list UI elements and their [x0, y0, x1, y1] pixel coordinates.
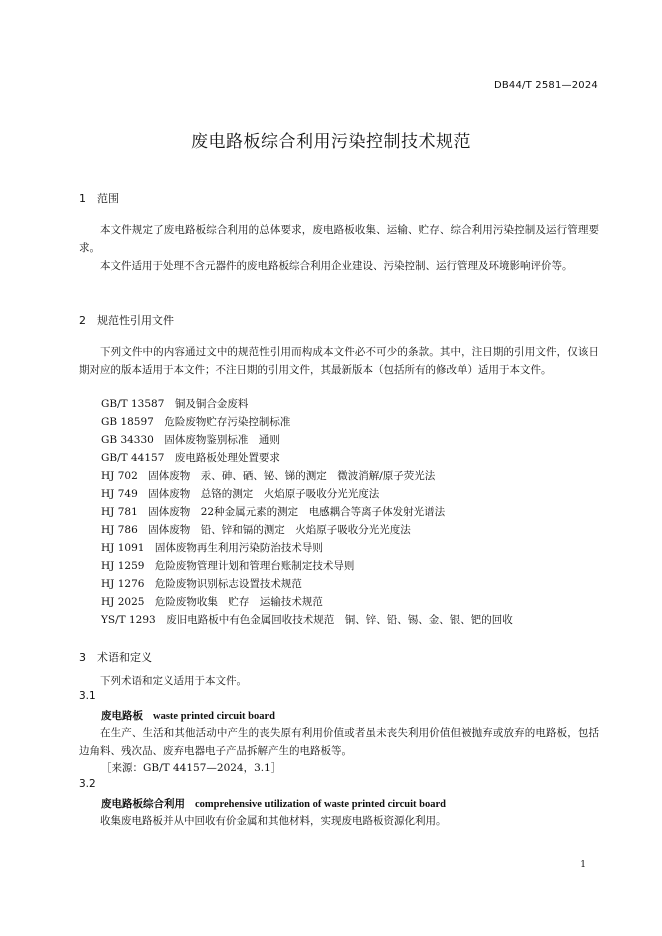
reference-item: HJ 1259 危险废物管理计划和管理台账制定技术导则 [101, 560, 355, 572]
scope-paragraph-1: 本文件规定了废电路板综合利用的总体要求，废电路板收集、运输、贮存、综合利用污染控制及运行管理要求。 [79, 224, 599, 254]
reference-item: HJ 1276 危险废物识别标志设置技术规范 [101, 578, 302, 590]
reference-item: GB/T 44157 废电路板处理处置要求 [101, 452, 280, 464]
section-heading-normative-references [79, 312, 174, 328]
term-entry [101, 708, 275, 723]
reference-item: HJ 781 固体废物 22种金属元素的测定 电感耦合等离子体发射光谱法 [101, 506, 446, 518]
reference-item: HJ 2025 危险废物收集 贮存 运输技术规范 [101, 596, 323, 608]
term-definition: 在生产、生活和其他活动中产生的丧失原有利用价值或者虽未丧失利用价值但被抛弃或放弃的电路板，包括边角料、残次品、废弃电器电子产品拆解产生的电路板等。 [79, 727, 599, 757]
reference-item: HJ 702 固体废物 汞、砷、硒、铋、锑的测定 微波消解/原子荧光法 [101, 470, 436, 482]
reference-item: HJ 786 固体废物 铅、锌和镉的测定 火焰原子吸收分光光度法 [101, 524, 411, 536]
reference-item: HJ 1091 固体废物再生利用污染防治技术导则 [101, 542, 323, 554]
section-title: 范围 [97, 192, 119, 205]
term-number: 3.2 [79, 778, 96, 790]
section-number: 1 [79, 192, 86, 205]
term-entry [101, 796, 446, 811]
reference-item: GB 18597 危险废物贮存污染控制标准 [101, 416, 291, 428]
term-source: ［来源：GB/T 44157—2024，3.1］ [101, 762, 282, 774]
reference-item: GB 34330 固体废物鉴别标准 通则 [101, 434, 280, 446]
page-number: 1 [580, 860, 586, 870]
section-number: 2 [79, 314, 86, 327]
term-english: comprehensive utilization of waste printed circuit board [195, 799, 447, 810]
document-title: 废电路板综合利用污染控制技术规范 [191, 132, 471, 152]
reference-item: HJ 749 固体废物 总铬的测定 火焰原子吸收分光光度法 [101, 488, 380, 500]
term-english: waste printed circuit board [153, 711, 276, 722]
term-chinese: 废电路板 [101, 710, 143, 722]
section-number: 3 [79, 651, 86, 664]
section-title: 规范性引用文件 [97, 314, 174, 327]
terms-intro-paragraph: 下列术语和定义适用于本文件。 [100, 675, 247, 687]
term-chinese: 废电路板综合利用 [101, 798, 185, 810]
section-title: 术语和定义 [97, 651, 152, 664]
reference-item: YS/T 1293 废旧电路板中有色金属回收技术规范 铜、锌、铅、锡、金、银、钯的回收 [101, 614, 513, 626]
term-definition: 收集废电路板并从中回收有价金属和其他材料，实现废电路板资源化利用。 [100, 815, 447, 827]
reference-item: GB/T 13587 铜及铜合金废料 [101, 398, 249, 410]
section-heading-scope [79, 190, 119, 206]
references-intro-paragraph: 下列文件中的内容通过文中的规范性引用而构成本文件必不可少的条款。其中，注日期的引用文件，仅该日期对应的版本适用于本文件；不注日期的引用文件，其最新版本（包括所有的修改单）适用于本文件。 [79, 346, 599, 376]
term-number: 3.1 [79, 690, 96, 702]
section-heading-terms-definitions [79, 649, 152, 665]
scope-paragraph-2: 本文件适用于处理不含元器件的废电路板综合利用企业建设、污染控制、运行管理及环境影响评价等。 [100, 260, 573, 272]
document-code: DB44/T 2581—2024 [493, 80, 598, 91]
